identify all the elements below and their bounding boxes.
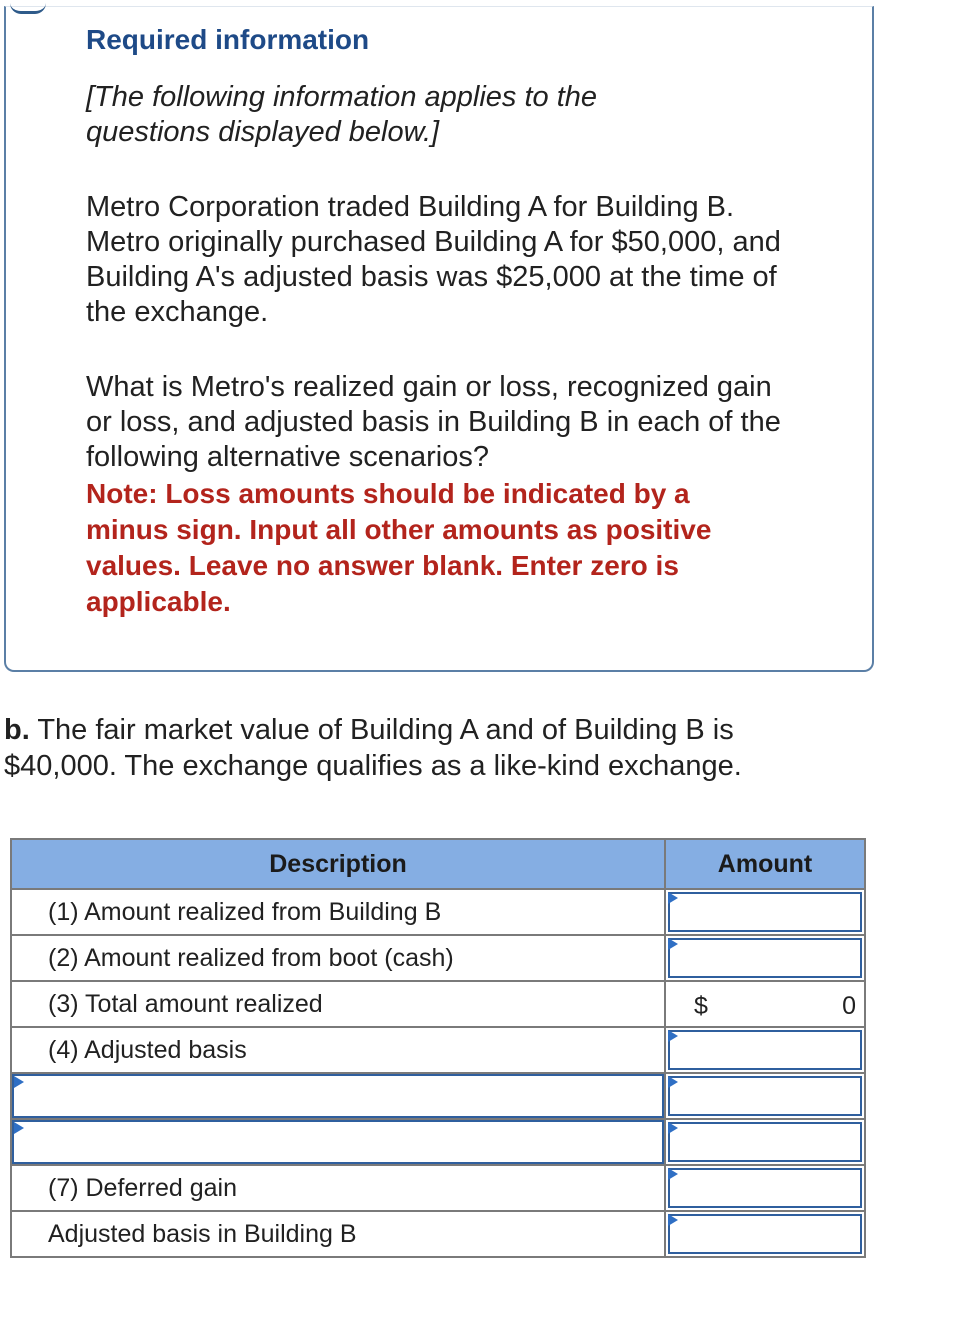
amount-input-adjusted-basis-building-b[interactable] (665, 1211, 865, 1257)
required-information-title: Required information (86, 24, 370, 55)
table-header-row (11, 839, 865, 889)
input-flag-icon (668, 892, 678, 904)
amount-input-building-b[interactable] (665, 889, 865, 935)
amount-input-5[interactable] (665, 1073, 865, 1119)
total-value: 0 (842, 992, 856, 1020)
table-row (11, 981, 865, 1027)
amount-input-adjusted-basis[interactable] (665, 1027, 865, 1073)
amount-header: Amount (665, 839, 865, 889)
input-flag-icon (668, 1030, 678, 1042)
input-flag-icon (14, 1076, 24, 1088)
amount-input-boot[interactable] (665, 935, 865, 981)
table-row (11, 1165, 865, 1211)
description-header: Description (11, 839, 665, 889)
part-b-prompt (4, 712, 834, 784)
panel-corner-decoration (10, 3, 46, 14)
table-row (11, 1027, 865, 1073)
scenario-paragraph: Metro Corporation traded Building A for Building B. Metro originally purchased Building A for $50,000, and Building A's adjusted basis was $25,000 at the time of the exchange. (86, 191, 781, 328)
instruction-note: Note: Loss amounts should be indicated by a minus sign. Input all other amounts as positive values. Leave no answer blank. Enter zero is applicable. (86, 478, 712, 617)
row-description: (1) Amount realized from Building B (11, 889, 665, 935)
table-row (11, 1211, 865, 1257)
row-description: (3) Total amount realized (11, 981, 665, 1027)
table-row (11, 1073, 865, 1119)
input-flag-icon (668, 1122, 678, 1134)
part-b-text: The fair market value of Building A and of Building B is $40,000. The exchange qualifies as a like-kind exchange. (4, 714, 742, 782)
part-b-label: b. (4, 714, 30, 746)
total-amount-realized-value (665, 981, 865, 1027)
question-paragraph: What is Metro's realized gain or loss, recognized gain or loss, and adjusted basis in Building B in each of the following alternative scenarios? (86, 371, 781, 473)
applies-note: [The following information applies to the questions displayed below.] (86, 81, 598, 148)
currency-symbol: $ (694, 992, 708, 1020)
row-description: (4) Adjusted basis (11, 1027, 665, 1073)
input-flag-icon (668, 1168, 678, 1180)
table-row (11, 1119, 865, 1165)
input-flag-icon (14, 1122, 24, 1134)
row-description: Adjusted basis in Building B (11, 1211, 665, 1257)
row-description: (2) Amount realized from boot (cash) (11, 935, 665, 981)
input-flag-icon (668, 938, 678, 950)
table-row (11, 889, 865, 935)
input-flag-icon (668, 1214, 678, 1226)
description-dropdown-5[interactable] (11, 1073, 665, 1119)
row-description: (7) Deferred gain (11, 1165, 665, 1211)
amount-input-deferred-gain[interactable] (665, 1165, 865, 1211)
table-row (11, 935, 865, 981)
input-flag-icon (668, 1076, 678, 1088)
description-dropdown-6[interactable] (11, 1119, 665, 1165)
amount-input-6[interactable] (665, 1119, 865, 1165)
answer-table (10, 838, 866, 1258)
